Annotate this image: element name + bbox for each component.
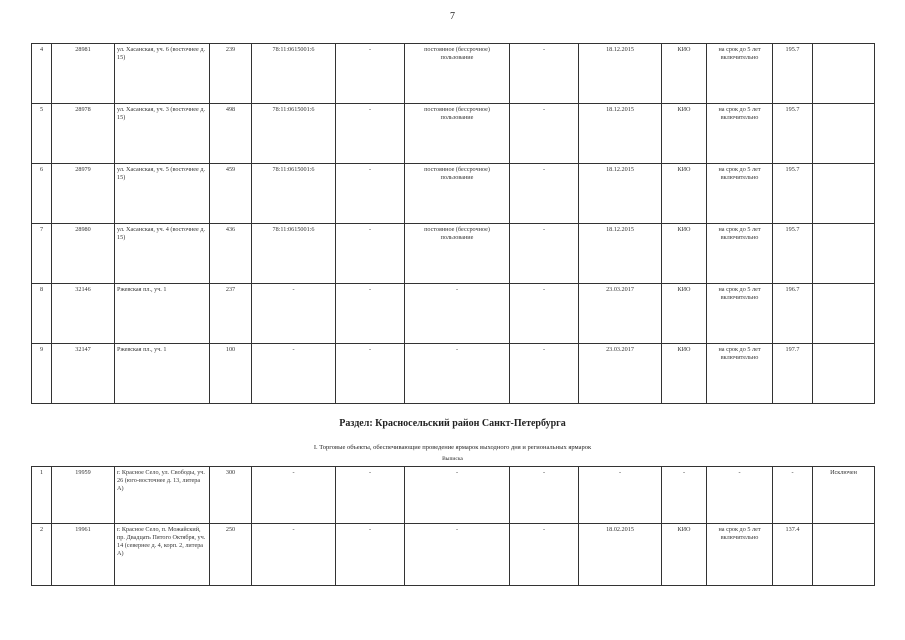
cell-price: 196.7 (773, 284, 813, 344)
cell-area: 250 (210, 524, 252, 586)
cell-col-6: - (336, 44, 405, 104)
cell-address: Ржевская пл., уч. 1 (115, 284, 210, 344)
cell-row-number: 8 (32, 284, 52, 344)
cell-object-id: 28981 (52, 44, 115, 104)
cell-object-id: 28979 (52, 164, 115, 224)
cell-col-8: - (510, 524, 579, 586)
cell-right-type: - (405, 524, 510, 586)
cell-right-type: постоянное (бессрочное) пользование (405, 44, 510, 104)
cell-col-8: - (510, 44, 579, 104)
cell-term: на срок до 5 лет включительно (707, 284, 773, 344)
cell-body: КИО (662, 524, 707, 586)
cell-row-number: 9 (32, 344, 52, 404)
cell-date: 23.03.2017 (579, 284, 662, 344)
cell-price: 195.7 (773, 164, 813, 224)
cell-row-number: 1 (32, 467, 52, 524)
cell-row-number: 6 (32, 164, 52, 224)
cell-row-number: 4 (32, 44, 52, 104)
cell-right-type: постоянное (бессрочное) пользование (405, 224, 510, 284)
cell-body: КИО (662, 44, 707, 104)
cell-cadastral-number: 78:11:0615001:6 (252, 224, 336, 284)
cell-term: - (707, 467, 773, 524)
cell-note (813, 44, 875, 104)
cell-cadastral-number: 78:11:0615001:6 (252, 44, 336, 104)
table-row (32, 104, 875, 164)
cell-note (813, 344, 875, 404)
cell-col-8: - (510, 104, 579, 164)
cell-row-number: 5 (32, 104, 52, 164)
cell-right-type: - (405, 284, 510, 344)
cell-date: 18.12.2015 (579, 164, 662, 224)
cell-price: 195.7 (773, 44, 813, 104)
cell-area: 300 (210, 467, 252, 524)
cell-object-id: 19961 (52, 524, 115, 586)
cell-price: - (773, 467, 813, 524)
cell-cadastral-number: - (252, 284, 336, 344)
cell-term: на срок до 5 лет включительно (707, 104, 773, 164)
cell-object-id: 32146 (52, 284, 115, 344)
cell-body: КИО (662, 344, 707, 404)
cell-price: 197.7 (773, 344, 813, 404)
cell-object-id: 28980 (52, 224, 115, 284)
cell-col-6: - (336, 344, 405, 404)
cell-col-8: - (510, 467, 579, 524)
cell-term: на срок до 5 лет включительно (707, 164, 773, 224)
cell-address: ул. Хасанская, уч. 5 (восточнее д. 15) (115, 164, 210, 224)
cell-cadastral-number: - (252, 524, 336, 586)
cell-note (813, 224, 875, 284)
cell-term: на срок до 5 лет включительно (707, 224, 773, 284)
cell-row-number: 7 (32, 224, 52, 284)
cell-date: 18.02.2015 (579, 524, 662, 586)
cell-col-8: - (510, 344, 579, 404)
cell-term: на срок до 5 лет включительно (707, 524, 773, 586)
cell-date: 18.12.2015 (579, 44, 662, 104)
cell-area: 239 (210, 44, 252, 104)
cell-area: 436 (210, 224, 252, 284)
cell-right-type: - (405, 467, 510, 524)
cell-body: КИО (662, 224, 707, 284)
cell-address: г. Красное Село, п. Можайский, пр. Двадцать Пятого Октября, уч. 14 (севернее д. 4, корп. 2, литера А) (115, 524, 210, 586)
cell-area: 100 (210, 344, 252, 404)
cell-date: 18.12.2015 (579, 224, 662, 284)
cell-cadastral-number: - (252, 467, 336, 524)
table-row (32, 344, 875, 404)
cell-note (813, 524, 875, 586)
cell-date: - (579, 467, 662, 524)
section-subtitle: I. Торговые объекты, обеспечивающие проведение ярмарок выходного дня и региональных ярмарок (313, 444, 592, 451)
cell-body: - (662, 467, 707, 524)
cell-row-number: 2 (32, 524, 52, 586)
cell-note (813, 284, 875, 344)
cell-right-type: постоянное (бессрочное) пользование (405, 164, 510, 224)
page-number: 7 (450, 11, 455, 22)
table-row (32, 284, 875, 344)
cell-right-type: постоянное (бессрочное) пользование (405, 104, 510, 164)
cell-col-8: - (510, 224, 579, 284)
section-note: Выписка (442, 456, 463, 462)
cell-note (813, 164, 875, 224)
cell-col-8: - (510, 284, 579, 344)
cell-col-6: - (336, 284, 405, 344)
cell-cadastral-number: - (252, 344, 336, 404)
cell-object-id: 19959 (52, 467, 115, 524)
cell-price: 195.7 (773, 224, 813, 284)
cell-object-id: 32147 (52, 344, 115, 404)
cell-col-6: - (336, 164, 405, 224)
cell-col-8: - (510, 164, 579, 224)
table-row (32, 524, 875, 586)
cell-body: КИО (662, 104, 707, 164)
cell-address: Ржевская пл., уч. 1 (115, 344, 210, 404)
cell-object-id: 28978 (52, 104, 115, 164)
cell-body: КИО (662, 284, 707, 344)
cell-right-type: - (405, 344, 510, 404)
cell-date: 23.03.2017 (579, 344, 662, 404)
cell-col-6: - (336, 467, 405, 524)
cell-term: на срок до 5 лет включительно (707, 44, 773, 104)
table-row (32, 467, 875, 524)
cell-body: КИО (662, 164, 707, 224)
table-row (32, 224, 875, 284)
section-title: Раздел: Красносельский район Санкт-Петербурга (339, 418, 566, 429)
data-table-bottom (31, 466, 875, 586)
cell-address: г. Красное Село, ул. Свободы, уч. 26 (юго-восточнее д. 13, литера А) (115, 467, 210, 524)
cell-term: на срок до 5 лет включительно (707, 344, 773, 404)
cell-price: 195.7 (773, 104, 813, 164)
table-row (32, 164, 875, 224)
cell-area: 459 (210, 164, 252, 224)
cell-address: ул. Хасанская, уч. 4 (восточнее д. 15) (115, 224, 210, 284)
cell-cadastral-number: 78:11:0615001:6 (252, 104, 336, 164)
cell-col-6: - (336, 224, 405, 284)
data-table-top (31, 43, 875, 404)
cell-date: 18.12.2015 (579, 104, 662, 164)
cell-address: ул. Хасанская, уч. 3 (восточнее д. 15) (115, 104, 210, 164)
cell-cadastral-number: 78:11:0615001:6 (252, 164, 336, 224)
cell-col-6: - (336, 104, 405, 164)
table-row (32, 44, 875, 104)
cell-area: 237 (210, 284, 252, 344)
cell-price: 137.4 (773, 524, 813, 586)
cell-note (813, 104, 875, 164)
cell-note: Исключен (813, 467, 875, 524)
cell-area: 498 (210, 104, 252, 164)
cell-col-6: - (336, 524, 405, 586)
cell-address: ул. Хасанская, уч. 6 (восточнее д. 15) (115, 44, 210, 104)
